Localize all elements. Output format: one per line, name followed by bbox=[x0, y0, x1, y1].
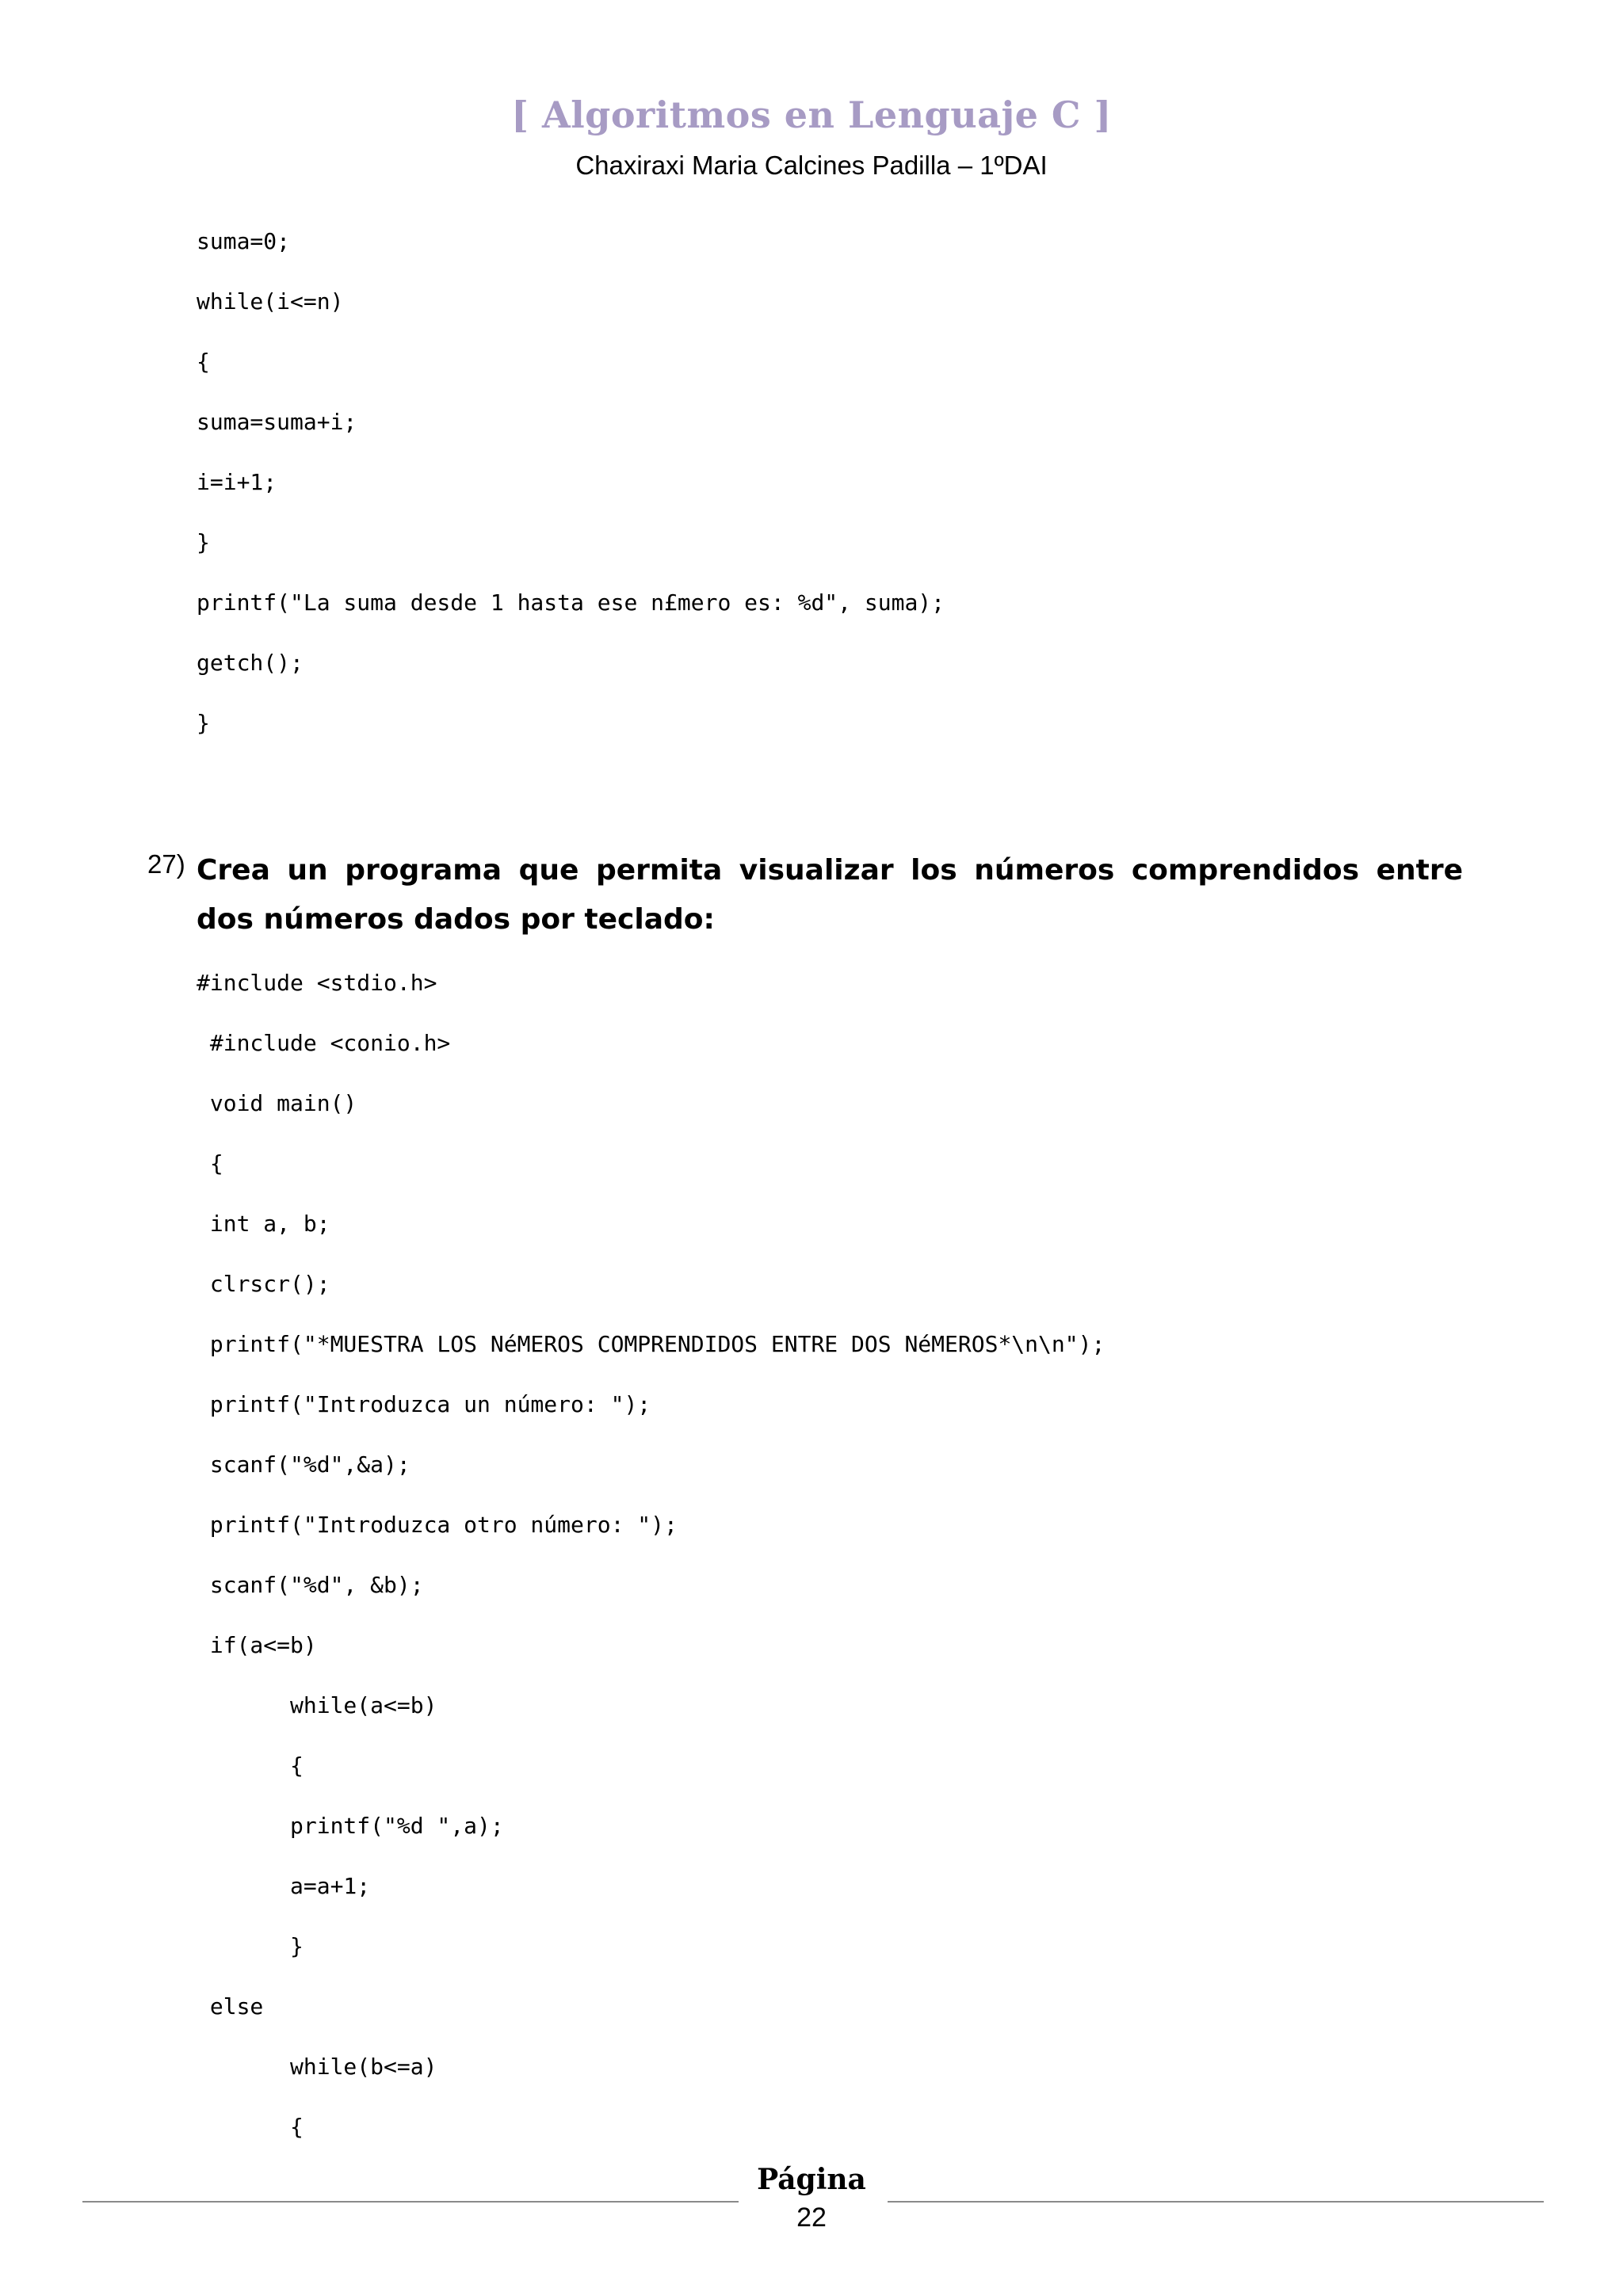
code-line: scanf("%d", &b); bbox=[197, 1572, 424, 1598]
code-line: a=a+1; bbox=[197, 1873, 371, 1899]
code-line: } bbox=[197, 529, 210, 555]
code-line: { bbox=[197, 1150, 223, 1177]
code-line: int a, b; bbox=[197, 1211, 330, 1237]
code-line: scanf("%d",&a); bbox=[197, 1451, 411, 1478]
footer-page-label: Página bbox=[757, 2163, 866, 2196]
code-line: while(b<=a) bbox=[197, 2054, 437, 2080]
question-text: Crea un programa que permita visualizar los números comprendidos entre dos números dados por teclado: bbox=[197, 854, 1463, 936]
document-title: [ Algoritmos en Lenguaje C ] bbox=[511, 93, 1112, 136]
code-line: { bbox=[197, 1753, 304, 1779]
code-line: { bbox=[197, 2114, 304, 2140]
code-line: while(i<=n) bbox=[197, 288, 344, 315]
code-line: } bbox=[197, 710, 210, 736]
code-line: printf("Introduzca otro número: "); bbox=[197, 1512, 678, 1538]
code-line: } bbox=[197, 1933, 304, 1959]
question-number: 27) bbox=[147, 849, 185, 879]
code-line: i=i+1; bbox=[197, 469, 277, 495]
code-line: while(a<=b) bbox=[197, 1692, 437, 1718]
code-line: printf("La suma desde 1 hasta ese n£mero es: %d", suma); bbox=[197, 589, 945, 616]
page-number: 22 bbox=[796, 2203, 827, 2233]
code-line: suma=suma+i; bbox=[197, 409, 357, 435]
code-line: else bbox=[197, 1993, 264, 2019]
code-line: if(a<=b) bbox=[197, 1632, 317, 1658]
code-line: printf("Introduzca un número: "); bbox=[197, 1391, 651, 1417]
document-author: Chaxiraxi Maria Calcines Padilla – 1ºDAI bbox=[575, 151, 1048, 180]
code-line: { bbox=[197, 349, 210, 375]
code-line: suma=0; bbox=[197, 228, 291, 254]
code-line: #include <conio.h> bbox=[197, 1030, 451, 1056]
code-line: #include <stdio.h> bbox=[197, 970, 437, 996]
code-line: printf("%d ",a); bbox=[197, 1813, 504, 1839]
code-line: printf("*MUESTRA LOS NéMEROS COMPRENDIDOS ENTRE DOS NéMEROS*\n\n"); bbox=[197, 1331, 1106, 1357]
code-line: clrscr(); bbox=[197, 1271, 330, 1297]
code-line: getch(); bbox=[197, 650, 304, 676]
code-line: void main() bbox=[197, 1090, 357, 1116]
